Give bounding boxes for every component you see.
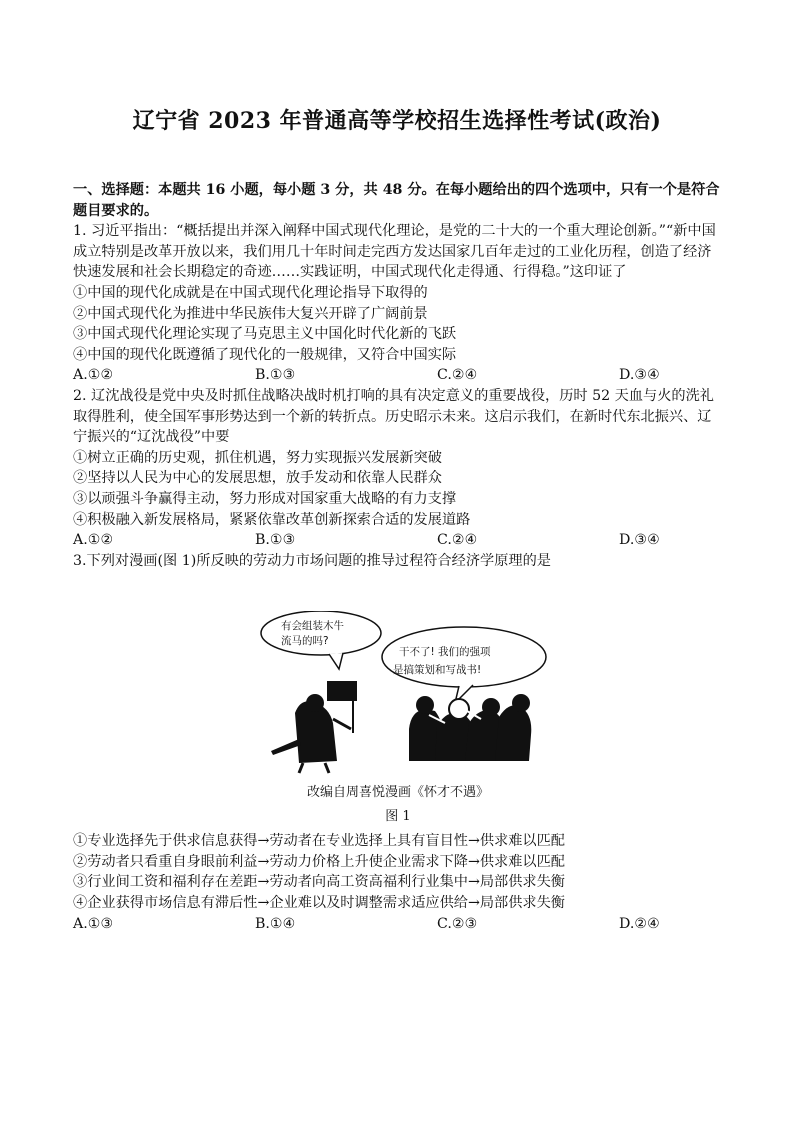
statement: ①树立正确的历史观，抓住机遇，努力实现振兴发展新突破 [73,449,442,466]
question-stem: 1. 习近平指出：“概括提出并深入阐释中国式现代化理论，是党的二十大的一个重大理论创新。”“新中国成立特别是改革开放以来，我们用几十年时间走完西方发达国家几百年走过的工业化历程，创造了经济快速发展和社会长期稳定的奇迹……实践证明，中国式现代化走得通、行得稳。”这印证了 [73,223,716,281]
option-a: A.①③ [73,915,114,932]
statement: ②中国式现代化为推进中华民族伟大复兴开辟了广阔前景 [73,305,428,322]
section-heading: 一、选择题：本题共 16 小题，每小题 3 分，共 48 分。在每小题给出的四个选项中，只有一个是符合题目要求的。 [73,182,720,219]
bubble-left-line-2: 流马的吗? [281,635,329,648]
bubble-left-line-1: 有会组装木牛 [281,620,344,633]
answer-options [73,365,723,386]
speech-bubble-left [261,611,381,655]
figure-label: 图 1 [385,809,411,825]
statement: ①专业选择先于供求信息获得→劳动者在专业选择上具有盲目性→供求难以匹配 [73,833,565,850]
option-b: B.①③ [255,367,296,384]
statement: ②坚持以人民为中心的发展思想，放手发动和依靠人民群众 [73,470,442,487]
figure-caption: 改编自周喜悦漫画《怀才不遇》 [306,785,489,801]
statement: ③行业间工资和福利存在差距→劳动者向高工资高福利行业集中→局部供求失衡 [73,874,565,891]
option-a: A.①② [73,367,114,384]
statement: ④积极融入新发展格局，紧紧依靠改革创新探索合适的发展道路 [73,511,471,528]
option-c: C.②④ [437,367,478,384]
statement: ③中国式现代化理论实现了马克思主义中国化时代化新的飞跃 [73,326,457,343]
option-b: B.①④ [255,915,296,932]
option-c: C.②④ [437,532,478,549]
bubble-right-line-1: 干不了! 我们的强项 [399,646,491,659]
question-3 [73,551,723,935]
cartoon-figure [73,571,723,831]
general-figure [271,681,357,773]
answer-options [73,914,723,935]
option-d: D.②④ [619,915,660,932]
option-a: A.①② [73,532,114,549]
option-b: B.①③ [255,532,296,549]
question-2 [73,386,723,551]
option-c: C.②③ [437,915,478,932]
answer-options [73,530,723,551]
question-stem: 3.下列对漫画(图 1)所反映的劳动力市场问题的推导过程符合经济学原理的是 [73,552,551,569]
advisors-group [409,694,531,761]
option-d: D.③④ [619,367,660,384]
exam-content [73,180,723,934]
cartoon-illustration [259,611,549,781]
statement: ④中国的现代化既遵循了现代化的一般规律，又符合中国实际 [73,346,457,363]
statement: ④企业获得市场信息有滞后性→企业难以及时调整需求适应供给→局部供求失衡 [73,895,565,912]
statement: ③以顽强斗争赢得主动，努力形成对国家重大战略的有力支撑 [73,490,457,507]
question-stem: 2. 辽沈战役是党中央及时抓住战略决战时机打响的具有决定意义的重要战役，历时 52 天血与火的洗礼取得胜利，使全国军事形势达到一个新的转折点。历史昭示未来。这启示我们，在新时代东北振兴、辽宁振兴的“辽沈战役”中要 [73,387,714,446]
statement: ①中国的现代化成就是在中国式现代化理论指导下取得的 [73,284,428,301]
bubble-right-line-2: 是搞策划和写战书! [393,664,482,677]
page-title: 辽宁省 2023 年普通高等学校招生选择性考试(政治) [132,108,662,134]
statement: ②劳动者只看重自身眼前利益→劳动力价格上升使企业需求下降→供求难以匹配 [73,853,565,870]
question-1 [73,221,723,386]
option-d: D.③④ [619,532,660,549]
